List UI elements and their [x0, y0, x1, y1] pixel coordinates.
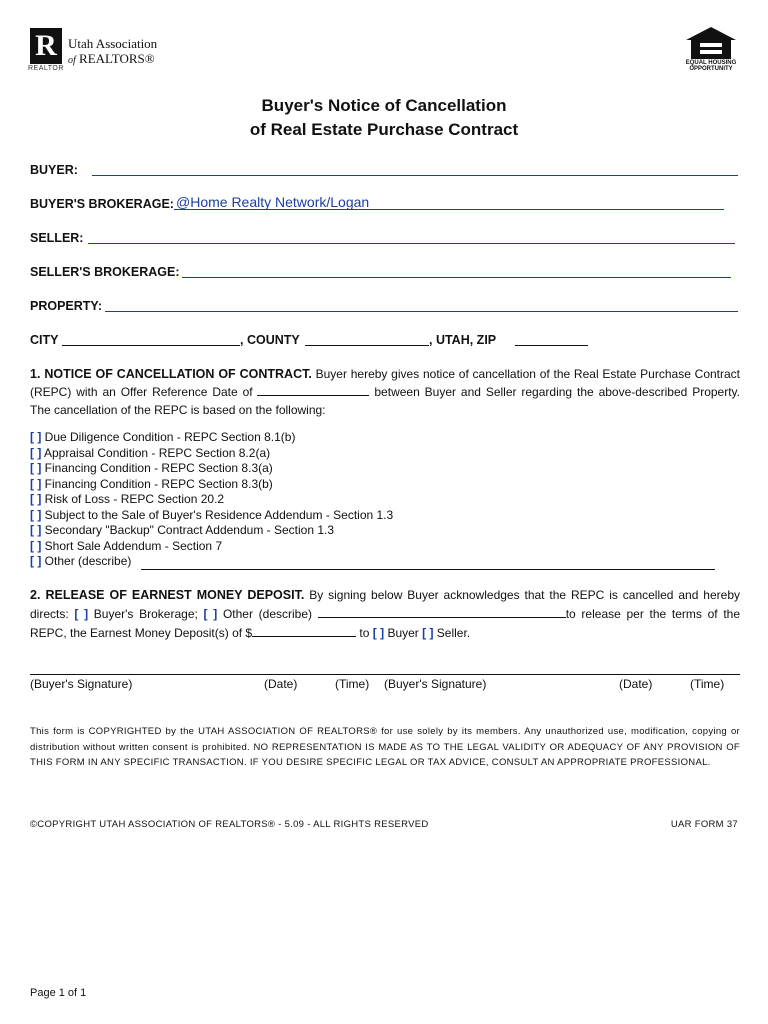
signature-line[interactable] [30, 674, 740, 675]
property-label: PROPERTY: [30, 299, 102, 313]
list-item-label: Risk of Loss - REPC Section 20.2 [44, 492, 225, 506]
list-item-label: Appraisal Condition - REPC Section 8.2(a) [44, 445, 271, 460]
sellers-brokerage-field[interactable] [182, 277, 731, 278]
county-field[interactable] [305, 345, 429, 346]
seller-field[interactable] [88, 243, 735, 244]
section2-heading: 2. RELEASE OF EARNEST MONEY DEPOSIT. [30, 588, 305, 602]
section1-paragraph [30, 365, 740, 419]
checkbox[interactable]: [ ] [30, 523, 42, 537]
section2-text-b: to release per the terms of the REPC, the Earnest Money Deposit(s) of $ [30, 607, 741, 640]
seller-label: SELLER: [30, 231, 84, 245]
date-label-1: (Date) [264, 677, 298, 691]
section2-text-a: By signing below Buyer acknowledges that the REPC is cancelled and hereby directs: [30, 588, 740, 621]
seller-option: Seller. [433, 626, 471, 640]
other-reason-field[interactable] [141, 569, 715, 570]
offer-reference-date-field[interactable] [257, 384, 369, 396]
copyright-notice: This form is COPYRIGHTED by the UTAH ASSOCIATION OF REALTORS® for use solely by its members. Any unauthorized use, modification, copying or distribution without written consent is prohibited. NO REPRESENTATION IS MADE AS TO THE LEGAL VALIDITY OR ADEQUACY OF ANY PROVISION OF THIS FORM IN ANY SPECIFIC TRANSACTION. IF YOU DESIRE SPECIFIC LEGAL OR TAX ADVICE, CONSULT AN APPROPRIATE PROFESSIONAL. [30, 726, 740, 768]
buyer-option: Buyer [384, 626, 423, 640]
brokerage-checkbox[interactable]: [ ] [74, 607, 89, 621]
other-checkbox[interactable]: [ ] [203, 607, 218, 621]
buyer-signature-label-1: (Buyer's Signature) [30, 677, 133, 691]
org-name-of: of [68, 55, 76, 66]
page-number: Page 1 of 1 [30, 987, 87, 999]
sellers-brokerage-label: SELLER'S BROKERAGE: [30, 265, 180, 279]
realtor-logo-letter: R [35, 29, 57, 62]
equal-housing-icon [684, 26, 738, 60]
checkbox[interactable]: [ ] [30, 430, 42, 444]
list-item [30, 539, 393, 555]
section1-heading: 1. NOTICE OF CANCELLATION OF CONTRACT. [30, 367, 312, 381]
state-zip-label: , UTAH, ZIP [429, 333, 497, 347]
list-item-label: Other (describe) [44, 554, 132, 568]
equal-housing-caption: EQUAL HOUSING OPPORTUNITY [685, 60, 737, 72]
form-title-line2: of Real Estate Purchase Contract [249, 120, 519, 139]
list-item [30, 523, 393, 539]
org-name-line2 [68, 51, 155, 67]
checkbox[interactable]: [ ] [30, 538, 42, 553]
org-name-line1: Utah Association [68, 36, 158, 51]
buyer-signature-label-2: (Buyer's Signature) [384, 677, 487, 691]
list-item [30, 554, 393, 570]
buyers-brokerage-value: @Home Realty Network/Logan [176, 194, 370, 210]
buyers-brokerage-label: BUYER'S BROKERAGE: [30, 197, 174, 211]
list-item-label: Financing Condition - REPC Section 8.3(b) [44, 476, 273, 491]
form-title-line1: Buyer's Notice of Cancellation [261, 96, 507, 115]
seller-checkbox[interactable]: [ ] [422, 626, 434, 640]
checkbox[interactable]: [ ] [30, 476, 42, 491]
buyer-checkbox[interactable]: [ ] [372, 626, 385, 640]
list-item-label: Short Sale Addendum - Section 7 [44, 538, 223, 553]
checkbox[interactable]: [ ] [30, 445, 42, 460]
list-item-label: Financing Condition - REPC Section 8.3(a) [44, 461, 273, 475]
deposit-amount-field[interactable] [252, 625, 356, 637]
section2-paragraph [30, 586, 740, 643]
section2-to: to [356, 626, 373, 640]
footer-copyright: ©COPYRIGHT UTAH ASSOCIATION OF REALTORS® - 5.09 - ALL RIGHTS RESERVED [30, 819, 429, 830]
date-label-2: (Date) [619, 677, 653, 691]
other-option: Other (describe) [217, 607, 318, 621]
other-describe-field[interactable] [318, 606, 566, 618]
brokerage-option: Buyer's Brokerage; [88, 607, 204, 621]
list-item-label: Secondary "Backup" Contract Addendum - Section 1.3 [44, 523, 335, 537]
list-item-label: Due Diligence Condition - REPC Section 8.1(b) [44, 430, 296, 444]
list-item [30, 461, 393, 477]
county-label: , COUNTY [240, 333, 300, 347]
checkbox[interactable]: [ ] [30, 461, 42, 475]
section1-text-a: Buyer hereby gives notice of cancellation of the Real Estate Purchase Contract (REPC) with an Offer Reference Date of [30, 367, 741, 399]
zip-field[interactable] [515, 345, 588, 346]
section1-text-b: between Buyer and Seller regarding the above-described Property. The cancellation of the REPC is based on the following: [30, 385, 740, 417]
list-item-label: Subject to the Sale of Buyer's Residence Addendum - Section 1.3 [44, 507, 394, 522]
cancellation-reasons-list [30, 430, 393, 570]
time-label-1: (Time) [335, 677, 370, 691]
checkbox[interactable]: [ ] [30, 507, 42, 522]
city-label: CITY [30, 333, 59, 347]
org-name-realtors: REALTORS® [75, 51, 155, 66]
list-item [30, 477, 393, 493]
list-item [30, 508, 393, 524]
buyer-field[interactable] [92, 175, 738, 176]
city-field[interactable] [62, 345, 240, 346]
list-item [30, 446, 393, 462]
checkbox[interactable]: [ ] [30, 554, 42, 568]
buyer-label: BUYER: [30, 163, 78, 177]
property-field[interactable] [105, 311, 738, 312]
list-item [30, 430, 393, 446]
footer-form-id: UAR FORM 37 [670, 819, 738, 830]
time-label-2: (Time) [690, 677, 725, 691]
realtor-logo-caption: REALTOR [28, 65, 64, 72]
checkbox[interactable]: [ ] [30, 492, 42, 506]
list-item [30, 492, 393, 508]
